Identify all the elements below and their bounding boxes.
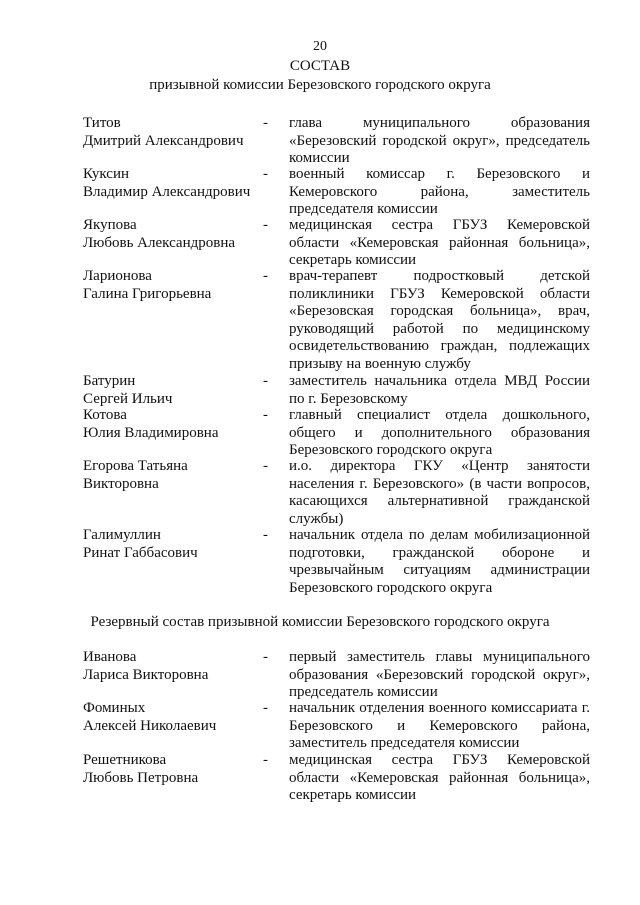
member-role: и.о. директора ГКУ «Центр занятости населения г. Березовского» (в части вопросов, касающихся альтернативной гражданской службы) <box>289 458 590 527</box>
member-dash: - <box>263 407 268 423</box>
document-title: СОСТАВ <box>289 58 351 74</box>
member-entry <box>83 268 590 373</box>
member-role: военный комиссар г. Березовского и Кемеровского района, заместитель председателя комиссии <box>289 166 590 217</box>
member-dash: - <box>263 527 268 543</box>
member-given-names: Владимир Александрович <box>83 183 251 200</box>
member-surname: Титов <box>83 115 121 131</box>
member-given-names: Любовь Петровна <box>83 769 199 786</box>
member-dash: - <box>263 458 268 474</box>
member-given-names: Лариса Викторовна <box>83 666 209 683</box>
member-entry <box>83 458 590 528</box>
member-surname: Ларионова <box>83 268 152 284</box>
member-given-names: Юлия Владимировна <box>83 424 219 441</box>
member-given-names: Дмитрий Александрович <box>83 132 244 149</box>
member-name <box>83 407 263 442</box>
member-role: врач-терапевт подростковый детской поликлиники ГБУЗ Кемеровской области «Березовская городская больница», врач, руководящий работой по медицинскому освидетельствованию граждан, подлежащих призыву на военную службу <box>289 268 590 372</box>
member-surname: Иванова <box>83 649 137 665</box>
reserve-section-heading: Резервный состав призывной комиссии Березовского городского округа <box>90 614 550 630</box>
member-dash: - <box>263 268 268 284</box>
member-surname: Решетникова <box>83 752 167 768</box>
member-given-names: Любовь Александровна <box>83 234 235 251</box>
member-surname: Котова <box>83 407 127 423</box>
member-role: заместитель начальника отдела МВД России по г. Березовскому <box>289 373 590 407</box>
member-dash: - <box>263 373 268 389</box>
member-name <box>83 217 263 252</box>
member-entry <box>83 217 590 270</box>
member-given-names: Викторовна <box>83 475 159 492</box>
member-name <box>83 166 263 201</box>
member-entry <box>83 115 590 168</box>
member-entry <box>83 166 590 219</box>
member-dash: - <box>263 115 268 131</box>
member-entry <box>83 407 590 460</box>
member-entry <box>83 700 590 753</box>
member-surname: Батурин <box>83 373 136 389</box>
member-given-names: Ринат Габбасович <box>83 544 198 561</box>
member-dash: - <box>263 649 268 665</box>
member-given-names: Алексей Николаевич <box>83 717 217 734</box>
member-entry <box>83 373 590 408</box>
member-name <box>83 700 263 735</box>
member-given-names: Сергей Ильич <box>83 390 173 407</box>
member-role: глава муниципального образования «Березовский городской округ», председатель комиссии <box>289 115 590 166</box>
member-dash: - <box>263 752 268 768</box>
member-role: главный специалист отдела дошкольного, общего и дополнительного образования Березовского городского округа <box>289 407 590 458</box>
member-surname: Куксин <box>83 166 130 182</box>
member-surname: Галимуллин <box>83 527 161 543</box>
member-surname: Якупова <box>83 217 137 233</box>
member-entry <box>83 649 590 702</box>
member-name <box>83 458 263 493</box>
member-role: медицинская сестра ГБУЗ Кемеровской области «Кемеровская районная больница», секретарь комиссии <box>289 217 590 268</box>
member-role: начальник отделения военного комиссариата г. Березовского и Кемеровского района, заместитель председателя комиссии <box>289 700 590 751</box>
member-surname: Егорова Татьяна <box>83 458 188 474</box>
member-entry <box>83 752 590 805</box>
page-number: 20 <box>313 39 327 54</box>
member-dash: - <box>263 700 268 716</box>
member-name <box>83 649 263 684</box>
member-name <box>83 268 263 303</box>
member-given-names: Галина Григорьевна <box>83 285 212 302</box>
member-name <box>83 527 263 562</box>
member-dash: - <box>263 217 268 233</box>
member-role: медицинская сестра ГБУЗ Кемеровской области «Кемеровская районная больница», секретарь комиссии <box>289 752 590 803</box>
member-name <box>83 373 263 408</box>
member-role: начальник отдела по делам мобилизационной подготовки, гражданской обороне и чрезвычайным ситуациям администрации Березовского городского округа <box>289 527 590 596</box>
member-name <box>83 752 263 787</box>
member-entry <box>83 527 590 597</box>
member-role: первый заместитель главы муниципального образования «Березовский городской округ», председатель комиссии <box>289 649 590 700</box>
document-subtitle: призывной комиссии Березовского городского округа <box>149 77 491 93</box>
member-surname: Фоминых <box>83 700 146 716</box>
member-name <box>83 115 263 150</box>
member-dash: - <box>263 166 268 182</box>
